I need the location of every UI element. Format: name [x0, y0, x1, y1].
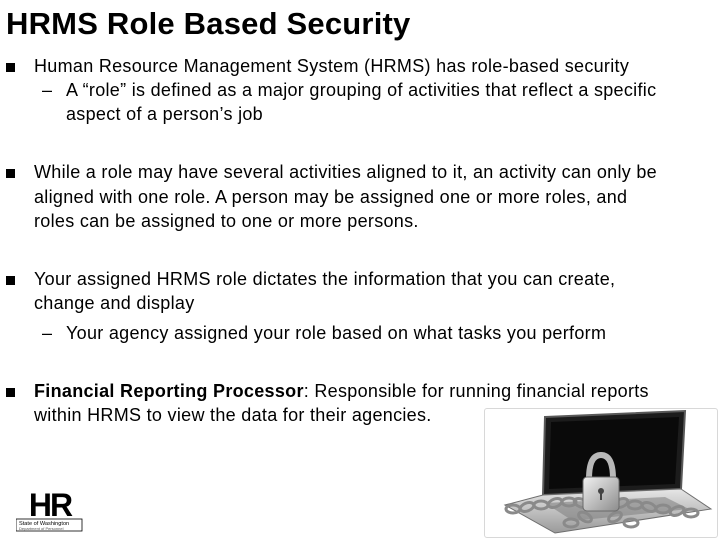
- role-description: : Responsible for running financial reports: [303, 381, 649, 401]
- bullet-square: [6, 388, 15, 397]
- bullet-3-line-1: Your assigned HRMS role dictates the information that you can create,: [34, 269, 616, 289]
- bullet-4-line-2: within HRMS to view the data for their agencies.: [34, 405, 432, 425]
- bullet-square: [6, 169, 15, 178]
- bullet-square: [6, 63, 15, 72]
- logo-caption-1: State of Washington: [19, 521, 70, 527]
- bullet-1-line-1: Human Resource Management System (HRMS) has role-based security: [34, 56, 630, 76]
- logo-mark: HR: [28, 488, 72, 523]
- slide-title: HRMS Role Based Security: [6, 6, 411, 41]
- hr-logo: [16, 488, 84, 532]
- laptop-with-chain-and-padlock-icon: [485, 409, 717, 537]
- bullet-3-line-2: change and display: [34, 293, 195, 313]
- bullet-1-sub-line-2: aspect of a person’s job: [66, 104, 263, 124]
- logo-caption-2: Department of Personnel: [19, 526, 64, 531]
- bullet-square: [6, 276, 15, 285]
- role-name: Financial Reporting Processor: [34, 381, 304, 401]
- bullet-2-line-3: roles can be assigned to one or more persons.: [34, 211, 419, 231]
- bullet-2-line-2: aligned with one role. A person may be assigned one or more roles, and: [34, 187, 628, 207]
- sub-bullet-dash: –: [42, 80, 53, 100]
- bullet-2-line-1: While a role may have several activities aligned to it, an activity can only be: [34, 162, 657, 182]
- bullet-4-line-1: [34, 380, 649, 402]
- hr-logo-icon: [16, 488, 84, 532]
- bullet-1-sub-line-1: A “role” is defined as a major grouping of activities that reflect a specific: [66, 80, 657, 100]
- sub-bullet-dash: –: [42, 323, 53, 343]
- laptop-padlock-image: [484, 408, 718, 538]
- bullet-3-sub-line-1: Your agency assigned your role based on what tasks you perform: [66, 323, 607, 343]
